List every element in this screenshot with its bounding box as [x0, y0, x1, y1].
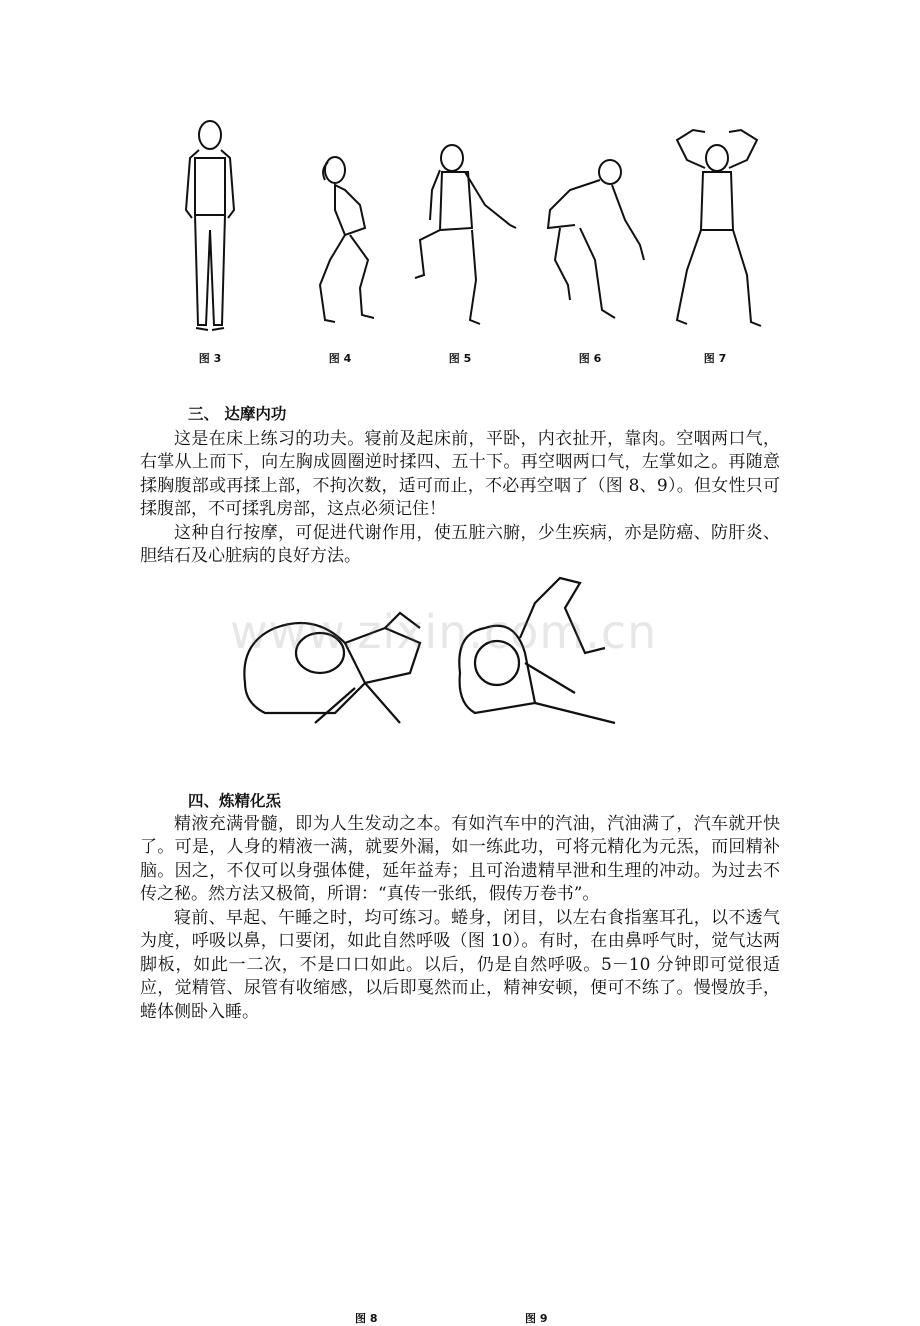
figure-caption: 图 8	[355, 1312, 378, 1325]
figure-caption: 图 3	[198, 352, 222, 365]
figure-caption: 图 9	[525, 1312, 548, 1325]
figure-6	[540, 110, 640, 380]
standing-man-illustration	[160, 110, 260, 345]
bending-man-illustration	[540, 110, 650, 345]
section-3-paragraph-1: 这是在床上练习的功夫。寝前及起床前，平卧，内衣扯开，靠肉。空咽两口气，右掌从上而下，向左胸成圆圈逆时揉四、五十下。再空咽两口气，左掌如之。再随意揉胸腹部或再揉上部，不拘次数，适可而止，不必再空咽了（图 8、9）。但女性只可揉腹部，不可揉乳房部，这点必须记住！	[140, 429, 780, 520]
crouching-man-illustration	[290, 110, 390, 345]
section-heading-3: 三、 达摩内功	[188, 405, 287, 423]
figure-3	[160, 110, 260, 380]
arms-overhead-man-illustration	[665, 110, 765, 345]
figure-caption: 图 4	[328, 352, 352, 365]
exercise-figures-row	[140, 110, 780, 380]
section-4-paragraph-1: 精液充满骨髓，即为人生发动之本。有如汽车中的汽油，汽油满了，汽车就开快了。可是，人身的精液一满，就要外漏，如一练此功，可将元精化为元炁，而回精补脑。因之，不仅可以身强体健，延年益寿；且可治遗精早泄和生理的冲动。为过去不传之秘。然方法又极简，所谓：“真传一张纸，假传万卷书”。	[140, 814, 780, 905]
section-3-paragraph-2: 这种自行按摩，可促进代谢作用，使五脏六腑，少生疾病，亦是防癌、防肝炎、胆结石及心脏病的良好方法。	[140, 523, 780, 567]
figure-caption: 图 6	[578, 352, 602, 365]
watermark: www.zixin.com.cn	[230, 605, 658, 659]
figure-caption: 图 5	[448, 352, 472, 365]
section-4-paragraph-2: 寝前、早起、午睡之时，均可练习。蜷身，闭目，以左右食指塞耳孔，以不透气为度，呼吸以鼻，口要闭，如此自然呼吸（图 10）。有时，在由鼻呼气时，觉气达两脚板，如此一二次，不是口口如此。以后，仍是自然呼吸。5－10 分钟即可觉很适应，觉精管、尿管有收缩感，以后即戛然而止，精神安顿，便可不练了。慢慢放手，蜷体侧卧入睡。	[140, 908, 780, 1022]
section-heading-4: 四、炼精化炁	[188, 792, 282, 810]
figure-7	[665, 110, 765, 380]
figure-4	[290, 110, 390, 380]
figure-caption: 图 7	[703, 352, 727, 365]
figure-5	[410, 110, 510, 380]
raised-knee-man-illustration	[410, 110, 520, 345]
